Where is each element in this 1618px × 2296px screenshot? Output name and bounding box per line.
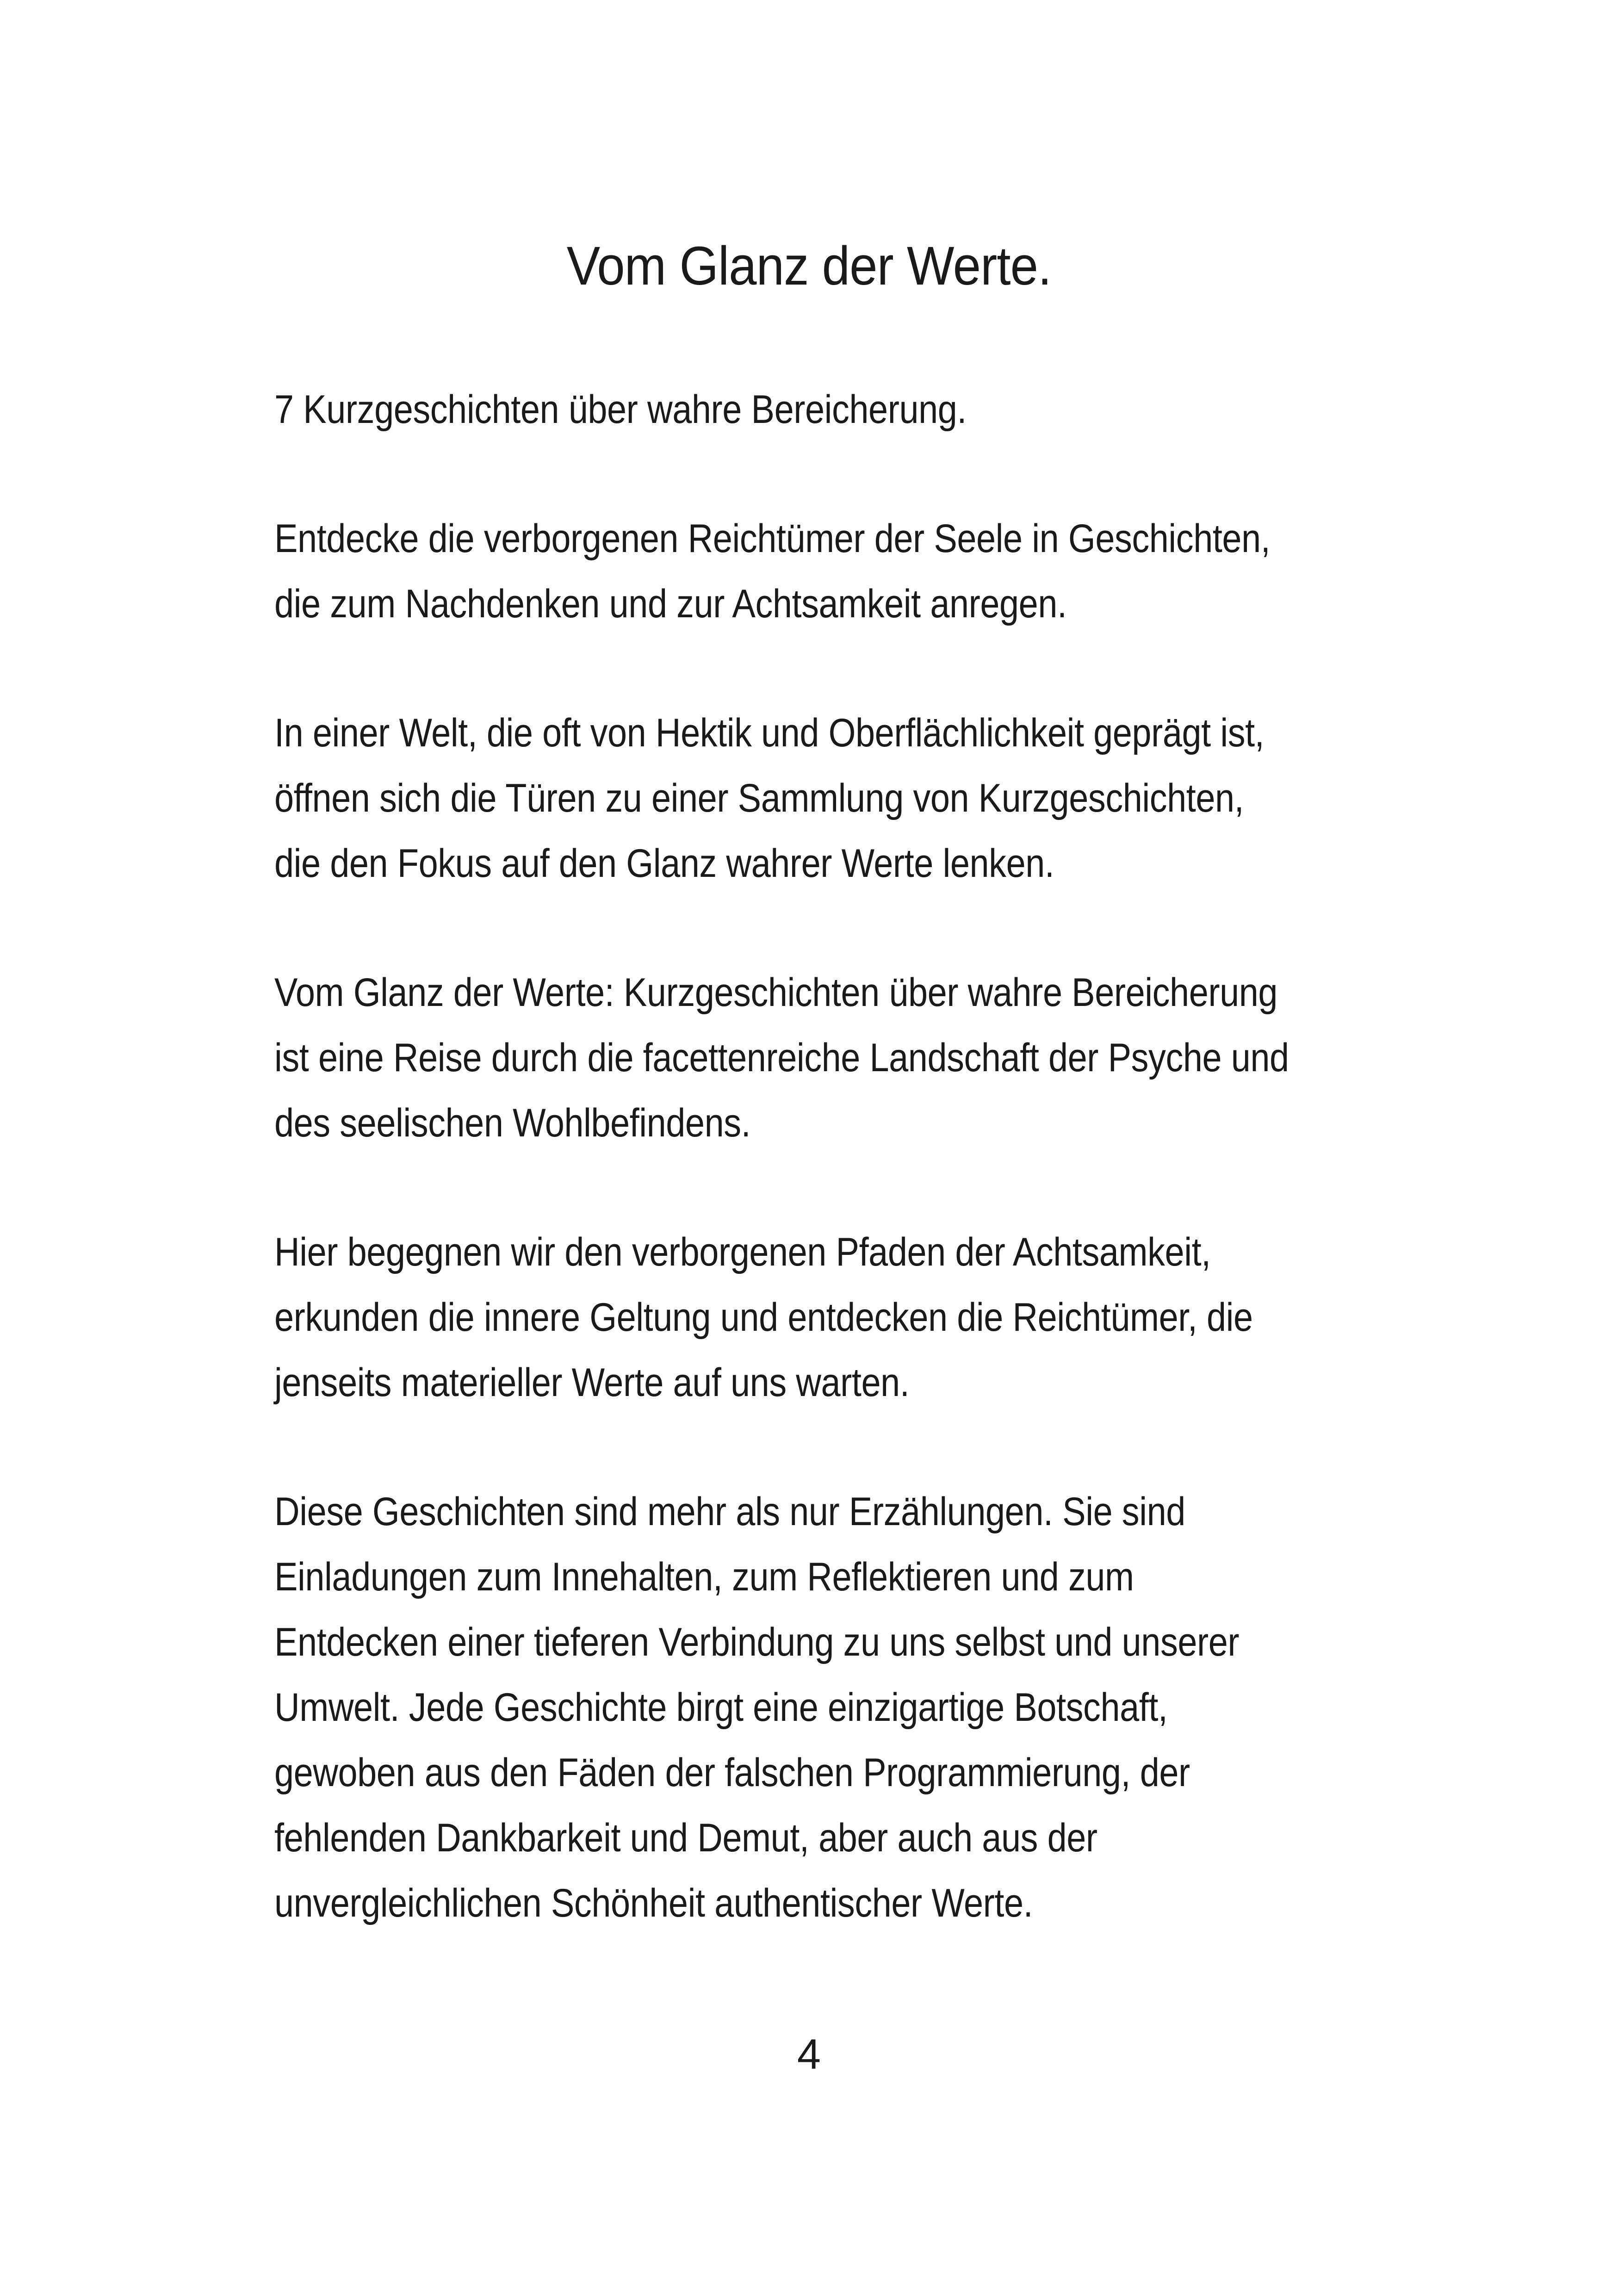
- text-line: unvergleichlichen Schönheit authentischer Werte.: [274, 1881, 1033, 1925]
- text-line: fehlenden Dankbarkeit und Demut, aber auch aus der: [274, 1816, 1097, 1860]
- paragraph-subtitle: [274, 377, 1385, 442]
- text-line: des seelischen Wohlbefindens.: [274, 1101, 751, 1145]
- text-line: In einer Welt, die oft von Hektik und Oberflächlichkeit geprägt ist,: [274, 711, 1265, 755]
- paragraph-world: [274, 701, 1385, 896]
- text-line: gewoben aus den Fäden der falschen Programmierung, der: [274, 1750, 1190, 1795]
- text-line: Entdecken einer tieferen Verbindung zu uns selbst und unserer: [274, 1620, 1240, 1664]
- page-title: Vom Glanz der Werte.: [566, 236, 1052, 297]
- text-line: 7 Kurzgeschichten über wahre Bereicherung.: [274, 387, 967, 432]
- text-line: Umwelt. Jede Geschichte birgt eine einzigartige Botschaft,: [274, 1685, 1168, 1730]
- text-line: Einladungen zum Innehalten, zum Reflektieren und zum: [274, 1555, 1134, 1599]
- text-line: Hier begegnen wir den verborgenen Pfaden der Achtsamkeit,: [274, 1230, 1211, 1274]
- text-line: ist eine Reise durch die facettenreiche Landschaft der Psyche und: [274, 1036, 1289, 1080]
- paragraph-stories: [274, 1479, 1385, 1936]
- text-line: Vom Glanz der Werte: Kurzgeschichten über wahre Bereicherung: [274, 970, 1278, 1015]
- paragraph-paths: [274, 1220, 1385, 1415]
- text-line: Diese Geschichten sind mehr als nur Erzählungen. Sie sind: [274, 1489, 1185, 1534]
- text-line: die zum Nachdenken und zur Achtsamkeit anregen.: [274, 582, 1067, 626]
- text-line: Entdecke die verborgenen Reichtümer der Seele in Geschichten,: [274, 516, 1271, 561]
- text-line: erkunden die innere Geltung und entdecken die Reichtümer, die: [274, 1295, 1253, 1340]
- page-number: 4: [797, 2031, 821, 2078]
- text-line: jenseits materieller Werte auf uns warten.: [274, 1360, 910, 1405]
- body-text: [274, 377, 1385, 2000]
- paragraph-journey: [274, 960, 1385, 1156]
- paragraph-intro: [274, 506, 1385, 637]
- text-line: die den Fokus auf den Glanz wahrer Werte lenken.: [274, 841, 1054, 886]
- text-line: öffnen sich die Türen zu einer Sammlung von Kurzgeschichten,: [274, 776, 1244, 820]
